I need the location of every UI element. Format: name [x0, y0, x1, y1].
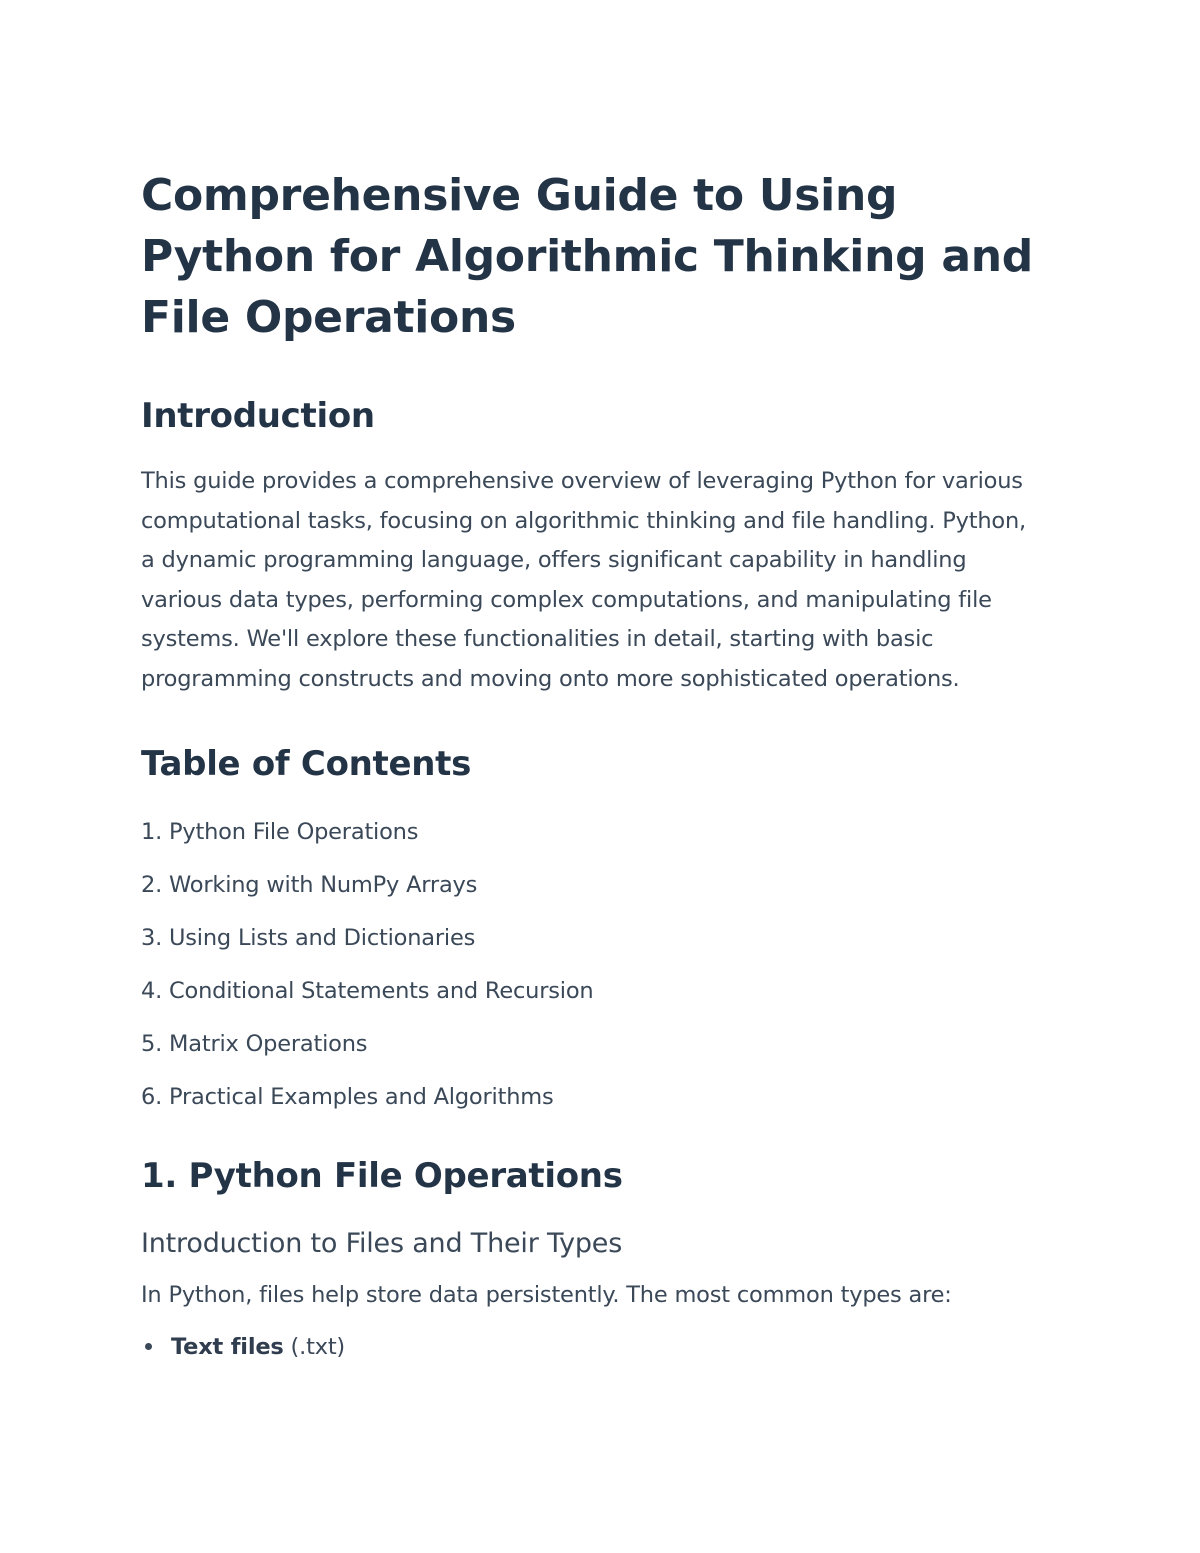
toc-item: 6. Practical Examples and Algorithms	[141, 1083, 554, 1110]
toc-item: 3. Using Lists and Dictionaries	[141, 924, 476, 951]
toc-item: 4. Conditional Statements and Recursion	[141, 977, 594, 1004]
document-page	[141, 165, 1041, 1367]
section-heading: 1. Python File Operations	[141, 1155, 623, 1196]
introduction-heading: Introduction	[141, 396, 375, 436]
toc-list	[141, 806, 1041, 1124]
file-types-list	[141, 1327, 1041, 1367]
list-item-bold: Text files	[171, 1334, 284, 1361]
toc-item: 2. Working with NumPy Arrays	[141, 871, 478, 898]
list-item	[141, 1327, 1041, 1367]
bullet-icon	[145, 1343, 152, 1350]
toc-item: 5. Matrix Operations	[141, 1030, 368, 1057]
section-subheading: Introduction to Files and Their Types	[141, 1227, 623, 1259]
document-title: Comprehensive Guide to Using Python for Algorithmic Thinking and File Operations	[141, 170, 1033, 343]
toc-heading: Table of Contents	[141, 743, 472, 784]
introduction-paragraph: This guide provides a comprehensive overview of leveraging Python for various computational tasks, focusing on algorithmic thinking and file handling. Python, a dynamic programming language, offers significant capability in handling various data types, performing complex computations, and manipulating file systems. We'll explore these functionalities in detail, starting with basic programming constructs and moving onto more sophisticated operations.	[141, 468, 1026, 692]
list-item-text: (.txt)	[283, 1334, 346, 1361]
section-paragraph: In Python, files help store data persistently. The most common types are:	[141, 1281, 952, 1308]
toc-item: 1. Python File Operations	[141, 818, 419, 845]
